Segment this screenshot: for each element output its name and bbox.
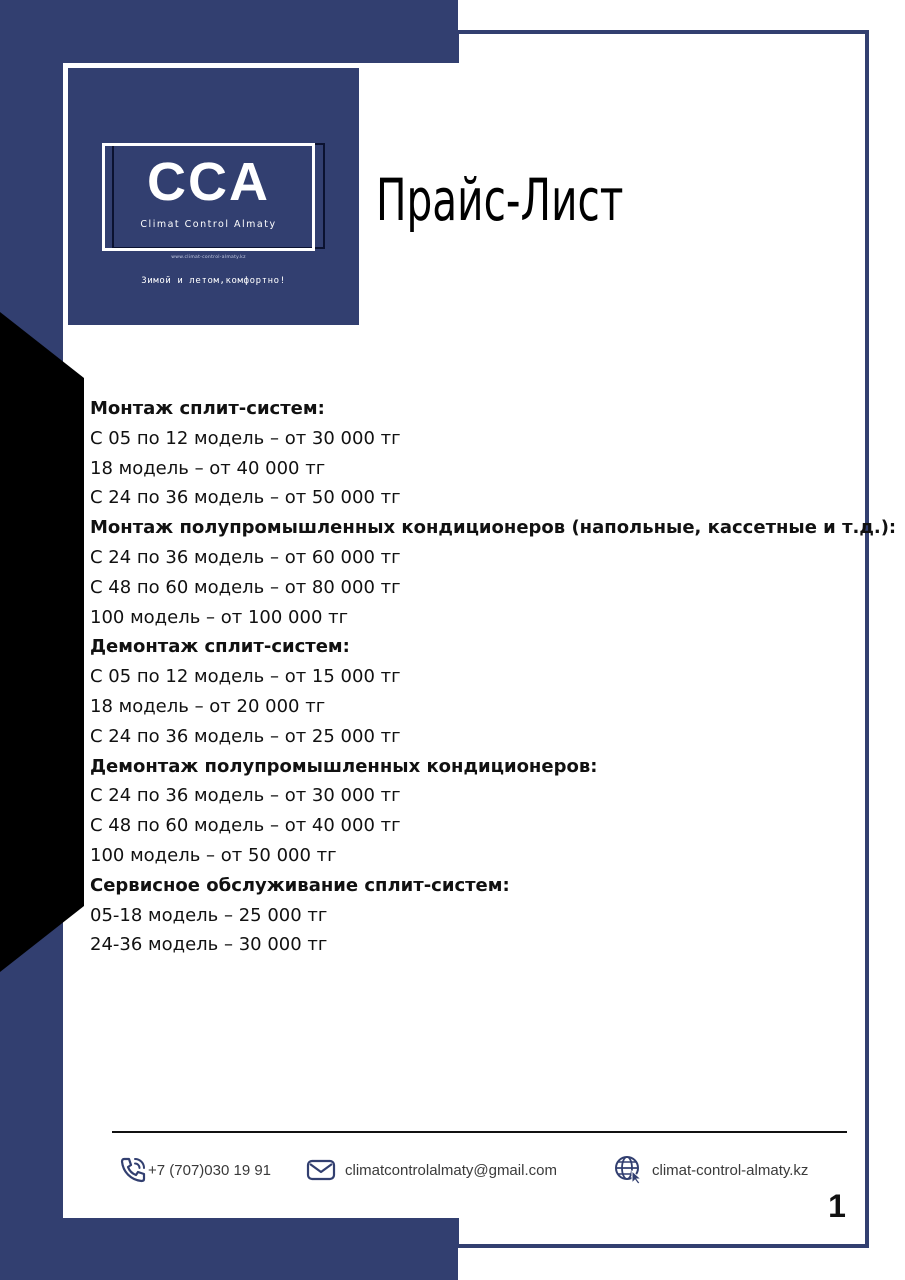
- price-item: С 24 по 36 модель – от 50 000 тг: [90, 487, 401, 509]
- price-list: [90, 394, 897, 960]
- price-item: С 05 по 12 модель – от 30 000 тг: [90, 427, 401, 449]
- phone-number: +7 (707)030 19 91: [148, 1161, 272, 1179]
- price-item: С 24 по 36 модель – от 30 000 тг: [90, 785, 401, 807]
- logo-url: www.climat-control-almaty.kz: [171, 255, 246, 260]
- section-heading: Монтаж сплит-систем:: [90, 398, 325, 419]
- price-item: 05-18 модель – 25 000 тг: [90, 904, 328, 926]
- mail-icon: [306, 1155, 336, 1185]
- contact-phone[interactable]: [118, 1155, 271, 1185]
- contact-email[interactable]: [306, 1155, 557, 1185]
- section-heading: Монтаж полупромышленных кондиционеров (напольные, кассетные и т.д.):: [90, 517, 897, 539]
- price-item: 18 модель – от 40 000 тг: [90, 457, 326, 479]
- section-heading: Демонтаж сплит-систем:: [90, 636, 350, 658]
- contact-website[interactable]: [614, 1155, 808, 1185]
- price-item: С 05 по 12 модель – от 15 000 тг: [90, 666, 401, 688]
- price-item: С 24 по 36 модель – от 60 000 тг: [90, 546, 401, 568]
- globe-cursor-icon: [614, 1155, 644, 1185]
- price-item: 18 модель – от 20 000 тг: [90, 695, 326, 717]
- logo-company-name: Climat Control Almaty: [140, 219, 277, 230]
- price-item: С 24 по 36 модель – от 25 000 тг: [90, 725, 401, 747]
- website-url: climat-control-almaty.kz: [652, 1161, 809, 1179]
- price-item: 24-36 модель – 30 000 тг: [90, 934, 328, 956]
- price-item: 100 модель – от 100 000 тг: [90, 606, 349, 628]
- footer-divider: [112, 1131, 847, 1133]
- price-item: 100 модель – от 50 000 тг: [90, 844, 337, 866]
- section-heading: Сервисное обслуживание сплит-систем:: [90, 874, 510, 896]
- phone-icon: [118, 1155, 148, 1185]
- section-heading: Демонтаж полупромышленных кондиционеров:: [90, 755, 598, 777]
- logo-abbreviation: CCA: [147, 152, 270, 212]
- page-number: 1: [828, 1188, 846, 1224]
- page-title: Прайс-Лист: [376, 166, 624, 234]
- email-address: climatcontrolalmaty@gmail.com: [345, 1161, 557, 1179]
- black-side-shape: [0, 312, 84, 972]
- price-item: С 48 по 60 модель – от 80 000 тг: [90, 576, 401, 598]
- logo-slogan: Зимой и летом,комфортно!: [141, 276, 286, 286]
- price-item: С 48 по 60 модель – от 40 000 тг: [90, 815, 401, 837]
